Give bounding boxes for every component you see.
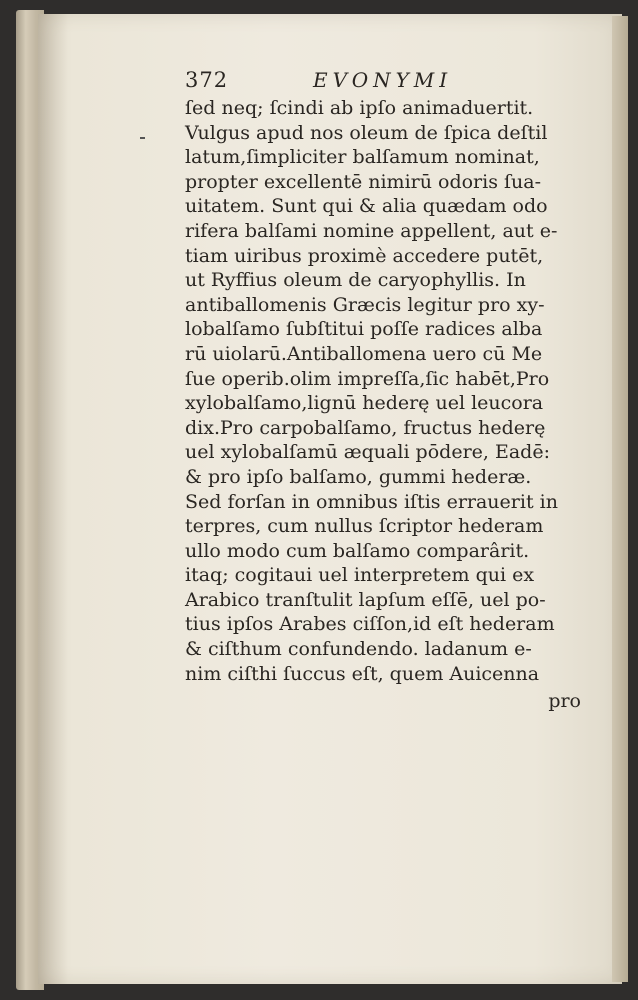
text-line: terpres, cum nullus ſcriptor hederam: [185, 515, 544, 538]
text-line: uitatem. Sunt qui & alia quædam odo: [185, 195, 548, 218]
page-content: [175, 62, 595, 714]
text-line: & ciſthum confundendo. ladanum e-: [185, 638, 532, 661]
text-line: antiballomenis Græcis legitur pro xy-: [185, 293, 545, 316]
text-line: Arabico tranſtulit lapſum eſſē, uel po-: [185, 588, 546, 611]
text-line: ullo modo cum balſamo comparârit.: [185, 539, 530, 562]
text-line: ſue operib.olim impreſſa,ſic habēt,Pro: [185, 367, 550, 390]
text-line: rifera balſami nomine appellent, aut e-: [185, 219, 558, 242]
text-line: uel xylobalſamū æquali pōdere, Eadē:: [185, 441, 550, 464]
text-line: tiam uiribus proximè accedere putēt,: [185, 244, 544, 267]
text-line: propter excellentē nimirū odoris ſua-: [185, 170, 542, 193]
text-line: lobalſamo ſubſtitui poſſe radices alba: [185, 318, 543, 341]
text-line: xylobalſamo,lignū hederę uel leucora: [185, 392, 544, 415]
text-line: tius ipſos Arabes ciſſon,id eſt hederam: [185, 613, 555, 636]
text-line: itaq; cogitaui uel interpretem qui ex: [185, 564, 535, 587]
ink-mark: [140, 137, 145, 139]
text-line: & pro ipſo balſamo, gummi hederæ.: [185, 465, 532, 488]
text-line: ſed neq; ſcindi ab ipſo animaduertit.: [185, 97, 534, 119]
spine-shadow: [38, 14, 68, 984]
text-line: Vulgus apud nos oleum de ſpica deſtil: [185, 121, 548, 144]
text-line: latum,ſimpliciter balſamum nominat,: [185, 146, 540, 169]
text-line: Sed forſan in omnibus iſtis errauerit in: [185, 490, 558, 513]
running-head: [175, 62, 595, 96]
text-line: dix.Pro carpobalſamo, fructus hederę: [185, 416, 546, 439]
text-block: [175, 96, 595, 686]
catchword: pro: [548, 690, 581, 713]
book-edge-right: [612, 16, 628, 982]
page-number: 372: [185, 68, 229, 92]
text-line: nim ciſthi ſuccus eſt, quem Auicenna: [185, 662, 540, 685]
running-title: EVONYMI: [313, 68, 453, 92]
text-line: ut Ryffius oleum de caryophyllis. In: [185, 269, 526, 292]
text-line: rū uiolarū.Antiballomena uero cū Me: [185, 342, 543, 365]
